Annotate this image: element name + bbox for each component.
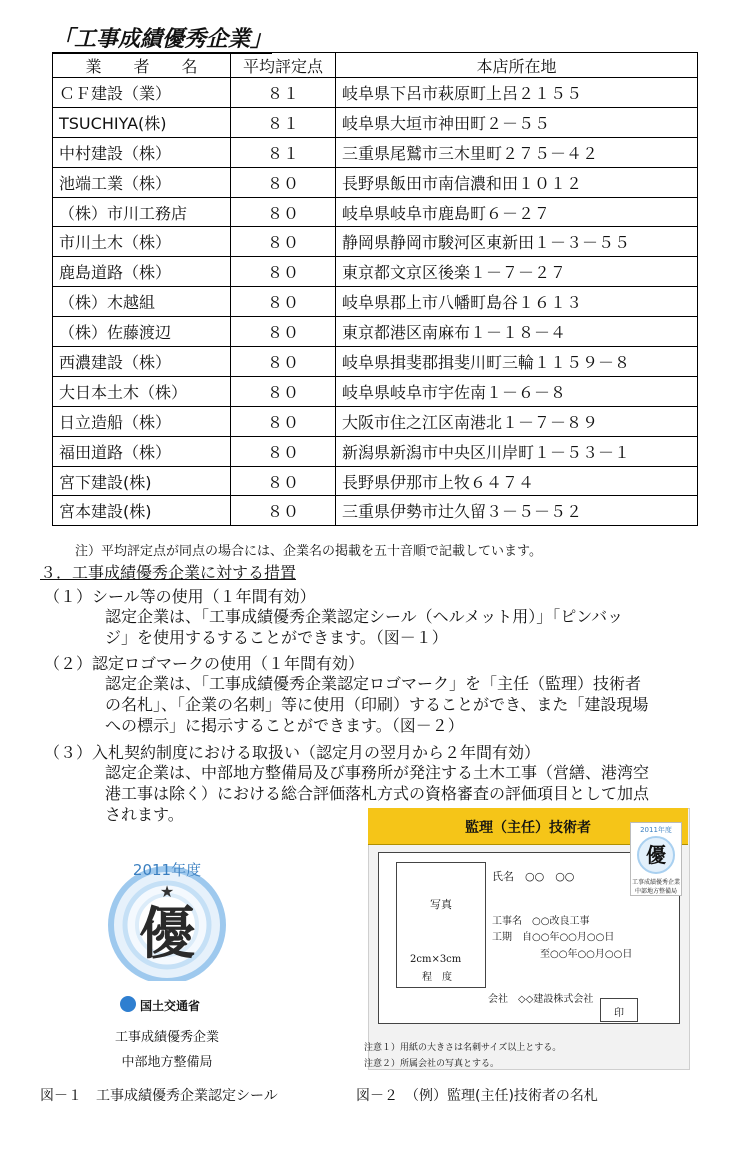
company-name-cell: 日立造船（株） [53, 406, 231, 436]
average-score-cell: ８０ [231, 406, 336, 436]
mini-seal-text-1: 工事成績優秀企業 [631, 879, 680, 886]
table-row [53, 107, 698, 137]
head-office-cell: 長野県伊那市上牧６４７４ [336, 466, 698, 496]
head-office-cell: 新潟県新潟市中央区川岸町１－５３－１ [336, 436, 698, 466]
header-company-name: 業 者 名 [53, 53, 231, 78]
average-score-cell: ８０ [231, 466, 336, 496]
photo-approx: 程 度 [422, 972, 452, 983]
item-3-line: されます。 [105, 805, 184, 824]
photo-size: 2cm×3cm [410, 954, 462, 965]
item-2-line: の名札」、「企業の名刺」等に使用（印刷）することができ、また「建設現場 [105, 695, 649, 714]
tag-period-to: 至○○年○○月○○日 [540, 949, 633, 960]
company-name-cell: 池端工業（株） [53, 167, 231, 197]
head-office-cell: 岐阜県岐阜市鹿島町６－２７ [336, 197, 698, 227]
tag-name: 氏名 ○○ ○○ [492, 870, 575, 883]
figure-1-caption: 図－１ 工事成績優秀企業認定シール [40, 1088, 278, 1104]
tag-note-1: 注意１）用紙の大きさは名刺サイズ以上とする。 [364, 1043, 562, 1053]
table-row [53, 137, 698, 167]
table-row [53, 197, 698, 227]
certification-seal [100, 853, 234, 981]
page-title: 「工事成績優秀企業」 [52, 22, 272, 54]
company-name-cell: 中村建設（株） [53, 137, 231, 167]
table-note: 注）平均評定点が同点の場合には、企業名の掲載を五十音順で記載しています。 [75, 544, 542, 559]
mini-seal-text-2: 中部地方整備局 [634, 888, 677, 895]
seal-caption-1: 工事成績優秀企業 [114, 1030, 219, 1045]
header-average-score: 平均評定点 [231, 53, 336, 78]
head-office-cell: 大阪市住之江区南港北１－７－８９ [336, 406, 698, 436]
tag-note-2: 注意２）所属会社の写真とする。 [364, 1059, 500, 1069]
table-row [53, 287, 698, 317]
section-title: ３．工事成績優秀企業に対する措置 [40, 563, 297, 582]
company-name-cell: ＣＦ建設（業） [53, 78, 231, 108]
tag-company: 会社 ◇◇建設株式会社 [488, 994, 594, 1005]
photo-label: 写真 [430, 898, 452, 911]
company-name-cell: 鹿島道路（株） [53, 257, 231, 287]
head-office-cell: 岐阜県岐阜市宇佐南１－６－８ [336, 376, 698, 406]
average-score-cell: ８１ [231, 107, 336, 137]
table-row [53, 376, 698, 406]
seal-ministry: 国土交通省 [140, 999, 201, 1013]
seal-year: 2011年度 [132, 861, 202, 879]
item-1-line: ジ」を使用するすることができます。（図－１） [105, 628, 448, 647]
company-name-cell: 宮下建設(株) [53, 466, 231, 496]
average-score-cell: ８０ [231, 197, 336, 227]
item-1-line: 認定企業は、「工事成績優秀企業認定シール（ヘルメット用）」「ピンバッ [105, 607, 624, 626]
average-score-cell: ８０ [231, 317, 336, 347]
company-name-cell: 福田道路（株） [53, 436, 231, 466]
item-2-line: 認定企業は、「工事成績優秀企業認定ロゴマーク」を「主任（監理）技術者 [105, 674, 642, 693]
ministry-logo-icon [120, 996, 136, 1012]
head-office-cell: 三重県尾鷲市三木里町２７５－４２ [336, 137, 698, 167]
average-score-cell: ８０ [231, 227, 336, 257]
table-row [53, 167, 698, 197]
company-name-cell: （株）木越組 [53, 287, 231, 317]
table-row [53, 227, 698, 257]
figure-2-caption: 図－２ （例）監理(主任)技術者の名札 [356, 1088, 598, 1104]
item-3-line: 認定企業は、中部地方整備局及び事務所が発注する土木工事（営繕、港湾空 [105, 763, 650, 782]
item-3-line: 港工事は除く）における総合評価落札方式の資格審査の評価項目として加点 [105, 784, 650, 803]
company-name-cell: 宮本建設(株) [53, 496, 231, 526]
company-name-cell: 西濃建設（株） [53, 347, 231, 377]
header-head-office: 本店所在地 [336, 53, 698, 78]
seal-mark: 優 [139, 901, 195, 967]
head-office-cell: 岐阜県下呂市萩原町上呂２１５５ [336, 78, 698, 108]
seal-caption-2: 中部地方整備局 [121, 1055, 213, 1070]
tag-project: 工事名 ○○改良工事 [492, 916, 590, 927]
seal-star-icon: ★ [159, 882, 175, 901]
company-name-cell: 大日本土木（株） [53, 376, 231, 406]
table-row [53, 78, 698, 108]
head-office-cell: 静岡県静岡市駿河区東新田１－３－５５ [336, 227, 698, 257]
stamp-label: 印 [614, 1008, 624, 1019]
table-row [53, 466, 698, 496]
mini-seal-mark: 優 [637, 836, 675, 874]
company-name-cell: （株）佐藤渡辺 [53, 317, 231, 347]
item-2-line: への標示」に掲示することができます。（図－２） [105, 716, 464, 735]
head-office-cell: 東京都文京区後楽１－７－２７ [336, 257, 698, 287]
average-score-cell: ８０ [231, 287, 336, 317]
average-score-cell: ８１ [231, 137, 336, 167]
item-2-heading: （２）認定ロゴマークの使用（１年間有効） [44, 654, 365, 673]
company-name-cell: 市川土木（株） [53, 227, 231, 257]
table-row [53, 317, 698, 347]
average-score-cell: ８０ [231, 376, 336, 406]
mini-seal-logo [630, 822, 682, 896]
company-name-cell: （株）市川工務店 [53, 197, 231, 227]
average-score-cell: ８０ [231, 496, 336, 526]
mini-seal-year: 2011年度 [640, 826, 672, 834]
average-score-cell: ８０ [231, 257, 336, 287]
table-row [53, 496, 698, 526]
average-score-cell: ８０ [231, 167, 336, 197]
item-3-heading: （３）入札契約制度における取扱い（認定月の翌月から２年間有効） [44, 743, 541, 762]
item-1-body [105, 606, 745, 648]
tag-period-from: 工期 自○○年○○月○○日 [492, 932, 615, 943]
head-office-cell: 東京都港区南麻布１－１８－４ [336, 317, 698, 347]
average-score-cell: ８０ [231, 347, 336, 377]
table-row [53, 406, 698, 436]
table-header-row [53, 53, 698, 78]
table-row [53, 257, 698, 287]
average-score-cell: ８１ [231, 78, 336, 108]
head-office-cell: 三重県伊勢市辻久留３－５－５２ [336, 496, 698, 526]
excellent-companies-table [52, 52, 698, 526]
head-office-cell: 岐阜県郡上市八幡町島谷１６１３ [336, 287, 698, 317]
company-name-cell: TSUCHIYA(株) [53, 107, 231, 137]
table-row [53, 347, 698, 377]
item-2-body [105, 673, 745, 736]
head-office-cell: 岐阜県大垣市神田町２－５５ [336, 107, 698, 137]
average-score-cell: ８０ [231, 436, 336, 466]
item-1-heading: （１）シール等の使用（１年間有効） [44, 587, 316, 606]
table-row [53, 436, 698, 466]
head-office-cell: 長野県飯田市南信濃和田１０１２ [336, 167, 698, 197]
head-office-cell: 岐阜県揖斐郡揖斐川町三輪１１５９－８ [336, 347, 698, 377]
name-tag-title: 監理（主任）技術者 [465, 820, 591, 836]
